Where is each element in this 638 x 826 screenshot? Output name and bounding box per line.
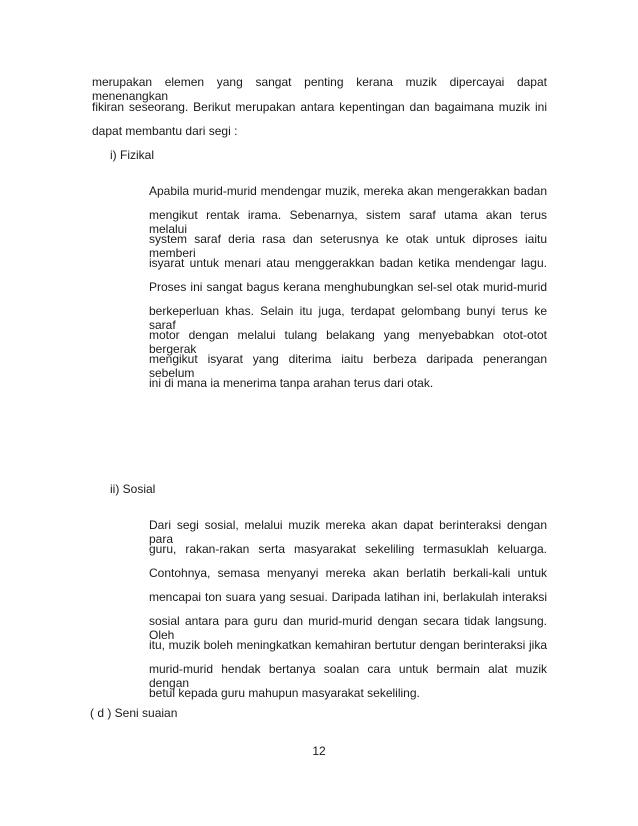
paragraph-line: guru, rakan-rakan serta masyarakat sekeliling termasuklah keluarga. xyxy=(149,542,547,556)
paragraph-line: Apabila murid-murid mendengar muzik, mereka akan mengerakkan badan xyxy=(149,184,547,198)
paragraph-line: Dari segi sosial, melalui muzik mereka akan dapat berinteraksi dengan para xyxy=(149,518,547,546)
paragraph-line: murid-murid hendak bertanya soalan cara untuk bermain alat muzik dengan xyxy=(149,662,547,690)
intro-line: fikiran seseorang. Berikut merupakan antara kepentingan dan bagaimana muzik ini xyxy=(92,100,547,114)
paragraph-line: mengikut rentak irama. Sebenarnya, sistem saraf utama akan terus melalui xyxy=(149,208,547,236)
intro-line: merupakan elemen yang sangat penting kerana muzik dipercayai dapat menenangkan xyxy=(92,75,547,103)
intro-line: dapat membantu dari segi : xyxy=(92,124,238,138)
paragraph-line: ini di mana ia menerima tanpa arahan terus dari otak. xyxy=(149,376,434,390)
section-heading-sosial: ii) Sosial xyxy=(110,482,156,496)
paragraph-line: isyarat untuk menari atau menggerakkan badan ketika mendengar lagu. xyxy=(149,256,547,270)
paragraph-line: sosial antara para guru dan murid-murid dengan secara tidak langsung. Oleh xyxy=(149,614,547,642)
paragraph-line: mencapai ton suara yang sesuai. Daripada latihan ini, berlakulah interaksi xyxy=(149,590,547,604)
paragraph-line: berkeperluan khas. Selain itu juga, terdapat gelombang bunyi terus ke saraf xyxy=(149,304,547,332)
page-number: 12 xyxy=(312,744,326,758)
paragraph-line: Contohnya, semasa menyanyi mereka akan berlatih berkali-kali untuk xyxy=(149,566,547,580)
paragraph-line: itu, muzik boleh meningkatkan kemahiran bertutur dengan berinteraksi jika xyxy=(149,638,547,652)
paragraph-line: system saraf deria rasa dan seterusnya ke otak untuk diproses iaitu memberi xyxy=(149,232,547,260)
paragraph-line: motor dengan melalui tulang belakang yang menyebabkan otot-otot bergerak xyxy=(149,328,547,356)
section-heading-fizikal: i) Fizikal xyxy=(110,148,154,162)
subheading-seni-suaian: ( d ) Seni suaian xyxy=(90,706,178,720)
paragraph-line: Proses ini sangat bagus kerana menghubungkan sel-sel otak murid-murid xyxy=(149,280,547,294)
paragraph-line: mengikut isyarat yang diterima iaitu berbeza daripada penerangan sebelum xyxy=(149,352,547,380)
paragraph-line: betul kepada guru mahupun masyarakat sekeliling. xyxy=(149,686,420,700)
